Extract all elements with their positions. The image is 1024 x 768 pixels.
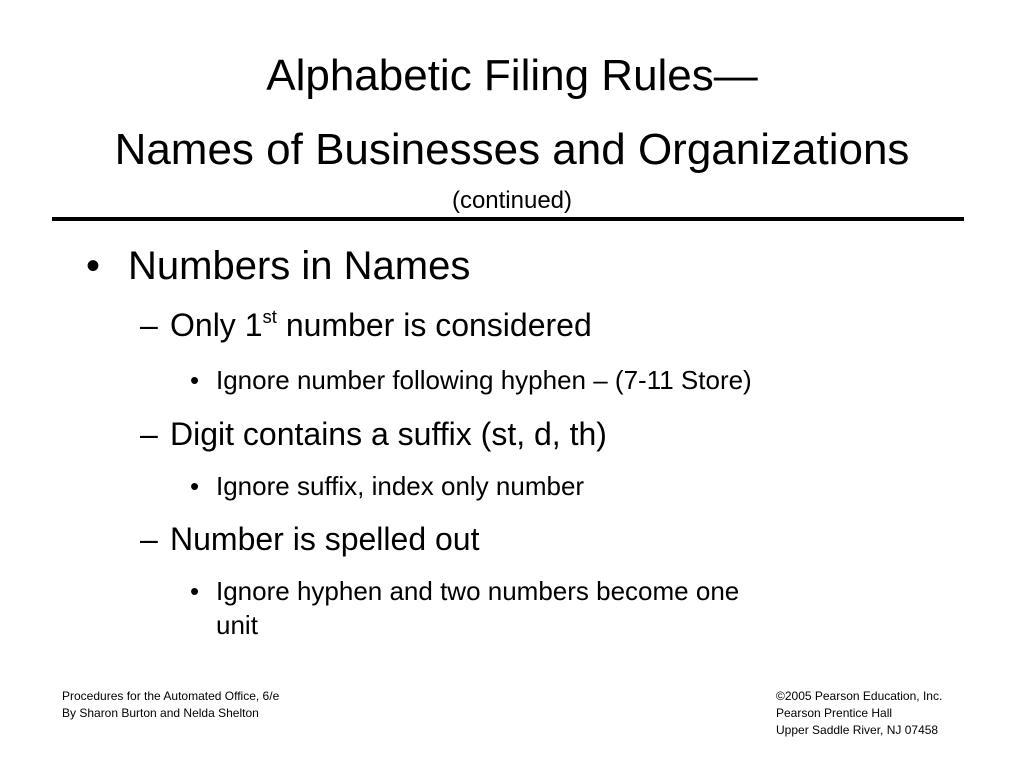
bullet-icon: •: [86, 244, 101, 288]
dash-icon: –: [140, 416, 158, 452]
dash-text: Number is spelled out: [170, 521, 480, 557]
dash-text-suffix: number is considered: [276, 307, 592, 343]
footer-left: [62, 688, 279, 722]
footer-address: Upper Saddle River, NJ 07458: [776, 723, 939, 737]
bullet-icon: •: [190, 365, 200, 395]
slide-title-line2: Names of Businesses and Organizations: [114, 125, 910, 174]
dash-text: Digit contains a suffix (st, d, th): [170, 416, 607, 452]
slide-subtitle: (continued): [451, 187, 573, 214]
footer-book-title: Procedures for the Automated Office, 6/e: [62, 689, 280, 703]
footer-publisher: Pearson Prentice Hall: [776, 706, 893, 720]
slide-title: Alphabetic Filing Rules—: [266, 51, 758, 100]
ordinal-superscript: st: [262, 306, 277, 328]
dash-text: [170, 305, 592, 345]
bullet-icon: •: [190, 576, 200, 606]
sub-bullet-text-continued: unit: [216, 610, 258, 640]
title-underline: [52, 217, 964, 221]
sub-bullet-text: Ignore number following hyphen – (7-11 Store): [216, 365, 752, 395]
bullet-text: Numbers in Names: [128, 244, 471, 288]
dash-text-prefix: Only 1: [170, 307, 263, 343]
sub-bullet-text: Ignore suffix, index only number: [216, 471, 585, 501]
dash-icon: –: [140, 521, 158, 557]
sub-bullet-text: Ignore hyphen and two numbers become one: [216, 576, 740, 606]
bullet-icon: •: [190, 471, 200, 501]
dash-icon: –: [140, 307, 158, 343]
footer-authors: By Sharon Burton and Nelda Shelton: [62, 706, 259, 720]
footer-right: [776, 688, 942, 739]
footer-copyright: ©2005 Pearson Education, Inc.: [776, 689, 943, 703]
